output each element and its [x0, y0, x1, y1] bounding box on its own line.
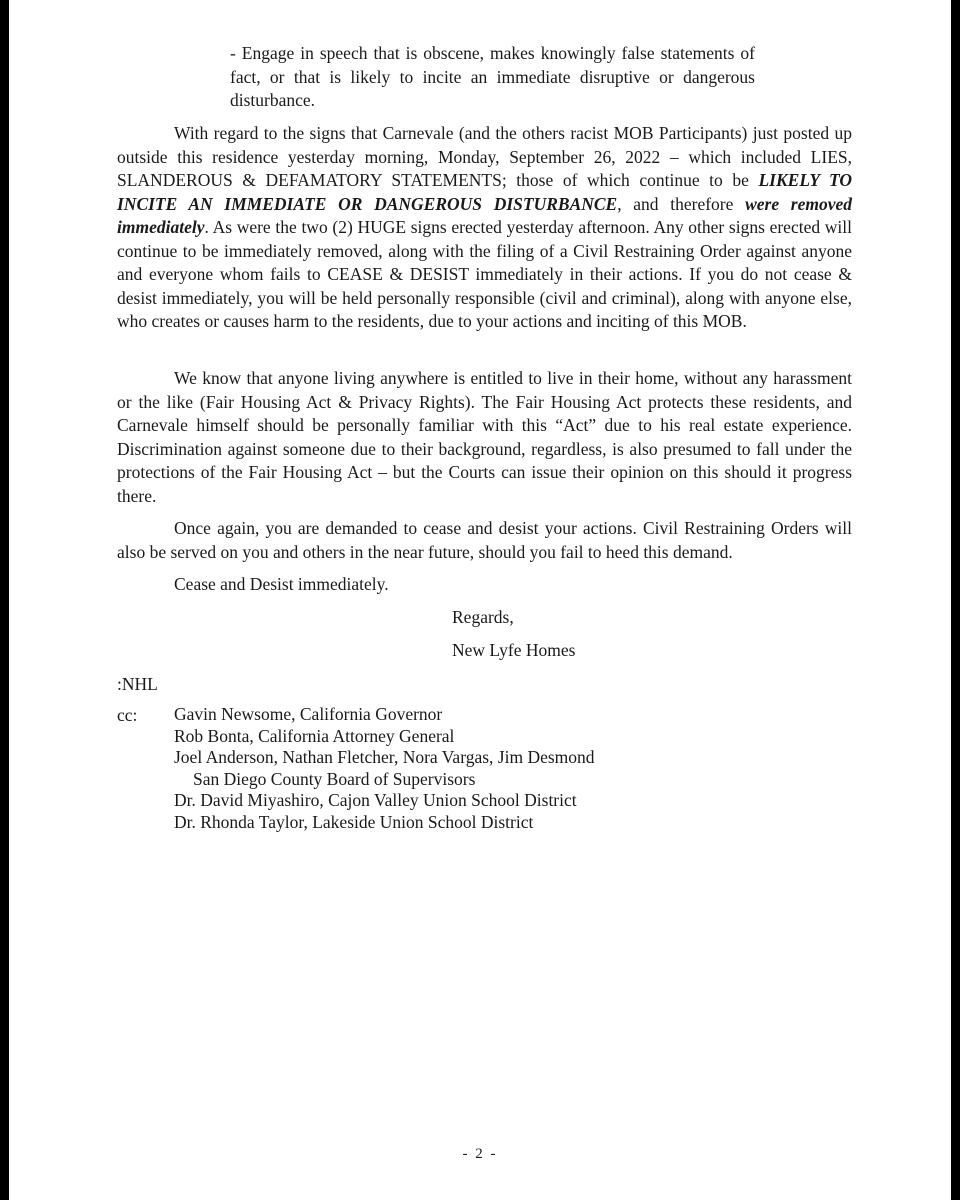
paragraph-signs	[117, 122, 852, 334]
paragraph-signs-part2: , and therefore	[617, 193, 746, 214]
cc-recipient: Gavin Newsome, California Governor	[174, 704, 443, 724]
regards-text: Regards,	[452, 607, 514, 627]
cc-recipient: Dr. Rhonda Taylor, Lakeside Union School District	[174, 811, 534, 832]
closing-line: Cease and Desist immediately.	[174, 574, 389, 594]
cc-recipient: San Diego County Board of Supervisors	[193, 768, 476, 789]
emphasis-were-removed: were removed immediately	[117, 193, 852, 237]
cc-recipient: Rob Bonta, California Attorney General	[174, 725, 455, 746]
bullet-item: - Engage in speech that is obscene, makes knowingly false statements of fact, or that is likely to incite an immediate disruptive or dangerous disturbance.	[230, 43, 755, 110]
cc-recipient: Joel Anderson, Nathan Fletcher, Nora Vargas, Jim Desmond	[174, 747, 595, 767]
paragraph-signs-part1: With regard to the signs that Carnevale (and the others racist MOB Participants) just posted up outside this residence yesterday morning, Monday, September 26, 2022 – which included LIES, SLANDEROUS & DEFAMATORY STATEMENTS; those of which continue to be	[117, 123, 852, 190]
cc-recipient-list	[174, 704, 595, 833]
cc-recipient: Dr. David Miyashiro, Cajon Valley Union School District	[174, 790, 577, 810]
typist-initials: :NHL	[117, 674, 158, 694]
signer-name: New Lyfe Homes	[452, 640, 576, 660]
cc-label: cc:	[117, 705, 138, 725]
document-page	[9, 0, 951, 1200]
page-number: - 2 -	[462, 1146, 498, 1162]
paragraph-demand: Once again, you are demanded to cease and desist your actions. Civil Restraining Orders will also be served on you and others in the near future, should you fail to heed this demand.	[117, 518, 852, 562]
emphasis-likely-to-incite: LIKELY TO INCITE AN IMMEDIATE OR DANGEROUS DISTURBANCE	[117, 170, 852, 214]
paragraph-fair-housing: We know that anyone living anywhere is entitled to live in their home, without any harassment or the like (Fair Housing Act & Privacy Rights). The Fair Housing Act protects these residents, and Carnevale himself should be personally familiar with this “Act” due to his real estate experience. Discrimination against someone due to their background, regardless, is also presumed to fall under the protections of the Fair Housing Act – but the Courts can issue their opinion on this should it progress there.	[117, 368, 852, 506]
paragraph-signs-part3: . As were the two (2) HUGE signs erected yesterday afternoon. Any other signs erected will continue to be immediately removed, along with the filing of a Civil Restraining Order against anyone and everyone whom fails to CEASE & DESIST immediately in their actions. If you do not cease & desist immediately, you will be held personally responsible (civil and criminal), along with anyone else, who creates or causes harm to the residents, due to your actions and inciting of this MOB.	[117, 217, 852, 331]
